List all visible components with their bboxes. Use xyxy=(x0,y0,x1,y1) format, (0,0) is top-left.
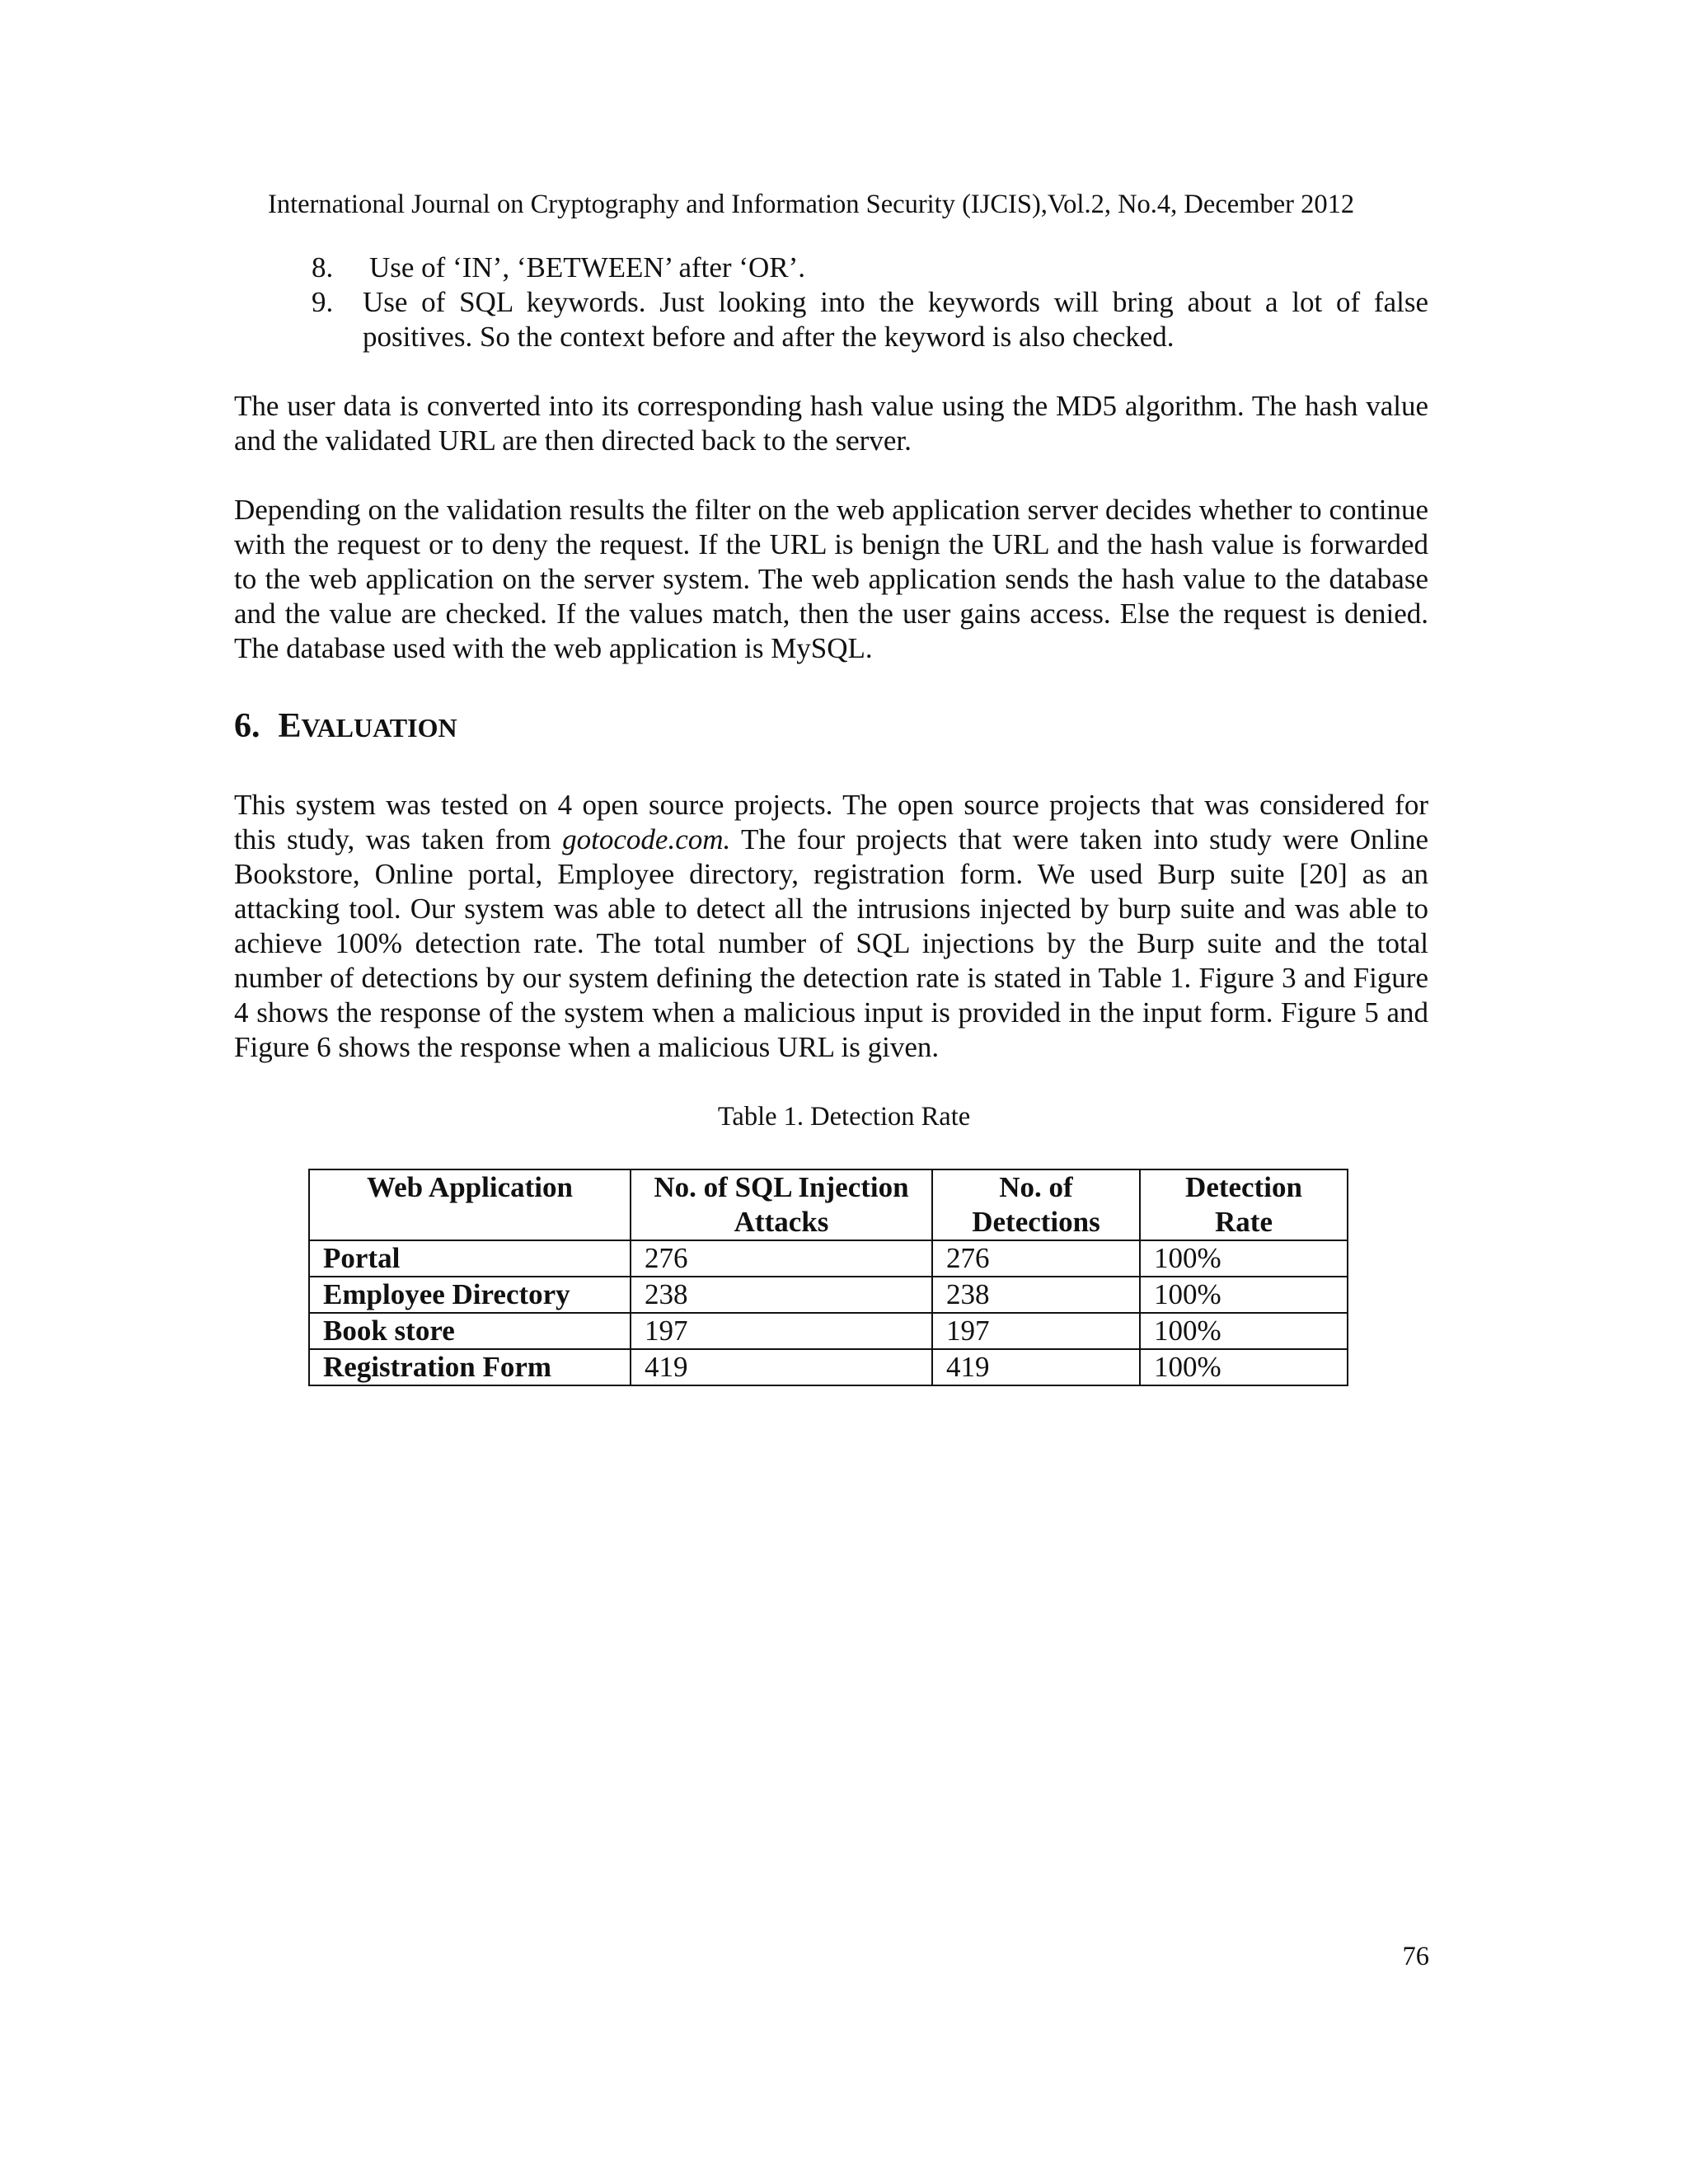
section-title-rest: VALUATION xyxy=(301,713,457,743)
running-header: International Journal on Cryptography and Information Security (IJCIS),Vol.2, No.4, December 2012 xyxy=(268,190,1355,219)
list-item xyxy=(312,285,1428,354)
section-number: 6. xyxy=(234,707,260,745)
table-row xyxy=(309,1240,1348,1277)
list-item-text: Use of SQL keywords. Just looking into the keywords will bring about a lot of false positives. So the context before and after the keyword is also checked. xyxy=(363,286,1428,353)
column-header: Detection Rate xyxy=(1140,1169,1348,1240)
paragraph-evaluation-part2: The four projects that were taken into study were Online Bookstore, Online portal, Employee directory, registration form. We used Burp suite [20] as an attacking tool. Our system was able to detect all the intrusions injected by burp suite and was able to achieve 100% detection rate. The total number of SQL injections by the Burp suite and the total number of detections by our system defining the detection rate is stated in Table 1. Figure 3 and Figure 4 shows the response of the system when a malicious input is provided in the input form. Figure 5 and Figure 6 shows the response when a malicious URL is given. xyxy=(234,823,1428,1063)
table-row xyxy=(309,1313,1348,1349)
paragraph-validation: Depending on the validation results the filter on the web application server decides whether to continue with the request or to deny the request. If the URL is benign the URL and the hash value is forwarded to the web application on the server system. The web application sends the hash value to the database and the value are checked. If the values match, then the user gains access. Else the request is denied. The database used with the web application is MySQL. xyxy=(234,494,1428,664)
table-row xyxy=(309,1349,1348,1385)
table-cell: 197 xyxy=(932,1313,1140,1349)
table-header-row xyxy=(309,1169,1348,1240)
list-item-number: 9. xyxy=(312,286,334,318)
paragraph-evaluation-part1: This system was tested on 4 open source projects. The open source projects that was considered for this study, was taken from xyxy=(234,789,1428,855)
table-cell: 419 xyxy=(932,1349,1140,1385)
column-header: No. of Detections xyxy=(932,1169,1140,1240)
detection-rate-table xyxy=(308,1169,1348,1386)
list-item-number: 8. xyxy=(312,251,334,284)
table-cell: 276 xyxy=(631,1240,932,1277)
table-cell: 238 xyxy=(932,1277,1140,1313)
table-cell: 276 xyxy=(932,1240,1140,1277)
page-number: 76 xyxy=(1402,1942,1429,1971)
list-item xyxy=(312,251,1428,285)
column-header: Web Application xyxy=(309,1169,631,1240)
table-cell: 100% xyxy=(1140,1349,1348,1385)
source-site: gotocode.com. xyxy=(562,823,731,855)
table-cell: 100% xyxy=(1140,1313,1348,1349)
table-cell: 100% xyxy=(1140,1277,1348,1313)
table-cell: 238 xyxy=(631,1277,932,1313)
column-header: No. of SQL Injection Attacks xyxy=(631,1169,932,1240)
table-row xyxy=(309,1277,1348,1313)
section-title-initial: E xyxy=(278,707,302,745)
table-cell: Portal xyxy=(309,1240,631,1277)
table-cell: 419 xyxy=(631,1349,932,1385)
table-cell: 197 xyxy=(631,1313,932,1349)
table-cell: 100% xyxy=(1140,1240,1348,1277)
paragraph-evaluation xyxy=(234,788,1428,1065)
paragraph-hash: The user data is converted into its corresponding hash value using the MD5 algorithm. The hash value and the validated URL are then directed back to the server. xyxy=(234,390,1428,457)
table-caption: Table 1. Detection Rate xyxy=(717,1102,971,1132)
section-heading xyxy=(234,705,457,749)
list-item-text: Use of ‘IN’, ‘BETWEEN’ after ‘OR’. xyxy=(369,251,805,284)
table-cell: Book store xyxy=(309,1313,631,1349)
table-cell: Employee Directory xyxy=(309,1277,631,1313)
table-cell: Registration Form xyxy=(309,1349,631,1385)
